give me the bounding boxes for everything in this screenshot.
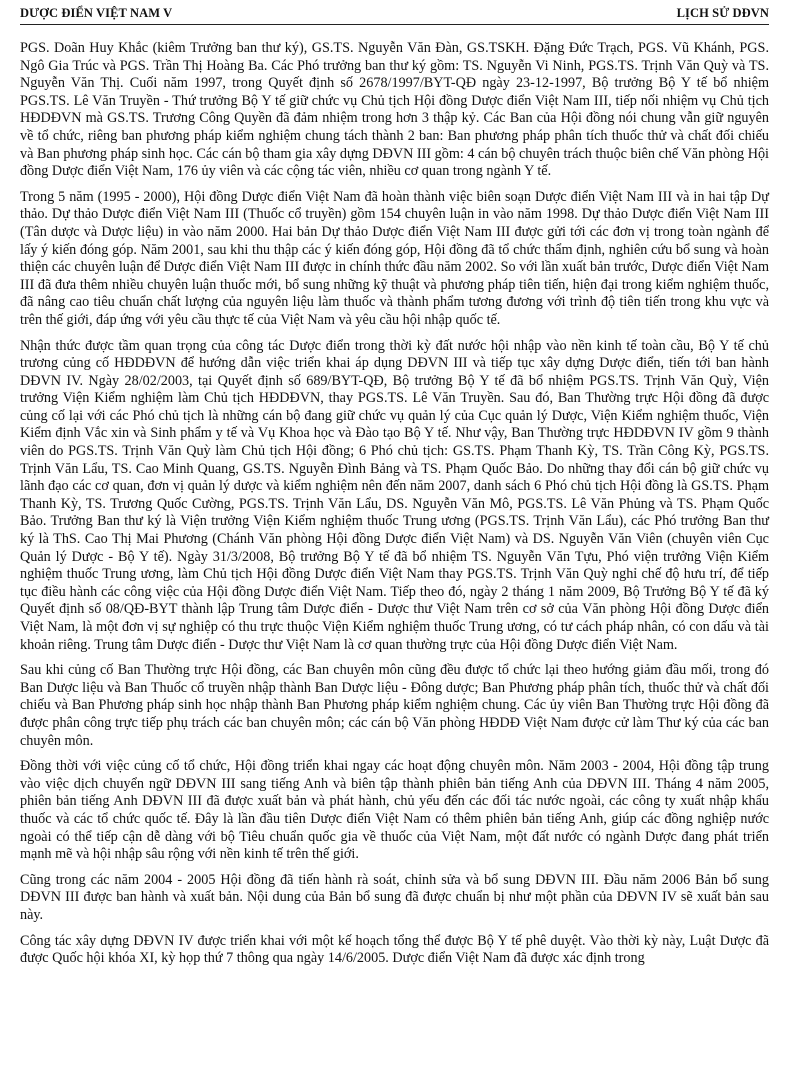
header-section-title: LỊCH SỬ DĐVN xyxy=(676,6,769,20)
paragraph: Cũng trong các năm 2004 - 2005 Hội đồng đã tiến hành rà soát, chỉnh sửa và bổ sung DĐVN III. Đầu năm 2006 Bản bổ sung DĐVN III được ban hành và xuất bản. Nội dung của Bản bổ sung đã được chuẩn bị như một phần của DĐVN IV sẽ xuất bản sau này. xyxy=(20,871,769,923)
paragraph: PGS. Doãn Huy Khắc (kiêm Trưởng ban thư ký), GS.TS. Nguyễn Văn Đàn, GS.TSKH. Đặng Đức Trạch, PGS. Vũ Khánh, PGS. Ngô Gia Trúc và PGS. Trần Thị Hoàng Ba. Các Phó trưởng ban thư ký gồm: TS. Nguyễn Vi Ninh, PGS.TS. Trịnh Văn Quỳ và TS. Nguyễn Văn Thị. Cuối năm 1997, trong Quyết định số 2678/1997/BYT-QĐ ngày 23-12-1997, Bộ trưởng Bộ Y tế bổ nhiệm PGS.TS. Lê Văn Truyền - Thứ trưởng Bộ Y tế giữ chức vụ Chủ tịch Hội đồng Dược điển Việt Nam III, tiếp nối nhiệm vụ Chủ tịch HĐDĐVN mà GS.TS. Trương Công Quyền đã đảm nhiệm trong hơn 3 thập kỷ. Các Ban của Hội đồng nói chung vẫn giữ nguyên về tổ chức, riêng ban phương pháp kiểm nghiệm chung tách thành 2 ban: Ban phương pháp phân tích thuốc thử và chất đối chiếu và Ban phương pháp sinh học. Các cán bộ tham gia xây dựng DĐVN III gồm: 4 cán bộ chuyên trách thuộc biên chế Văn phòng Hội đồng Dược điển Việt Nam, 176 ủy viên và các cộng tác viên, nhiều cơ quan trong ngành Y tế. xyxy=(20,40,769,180)
paragraph: Sau khi củng cố Ban Thường trực Hội đồng, các Ban chuyên môn cũng đều được tổ chức lại theo hướng giảm đầu mối, trong đó Ban Dược liệu và Ban Thuốc cổ truyền nhập thành Ban Dược liệu - Đông dược; Ban Phương pháp phân tích, thuốc thử và chất đối chiếu và Ban Phương pháp sinh học nhập thành Ban Phương pháp kiểm nghiệm chung. Các ủy viên Ban Thường trực Hội đồng đã được phân công trực tiếp phụ trách các ban chuyên môn; các cán bộ Văn phòng HĐDĐ Việt Nam được cử làm Thư ký của các ban chuyên môn. xyxy=(20,662,769,749)
paragraph: Công tác xây dựng DĐVN IV được triển khai với một kế hoạch tổng thể được Bộ Y tế phê duyệt. Vào thời kỳ này, Luật Dược đã được Quốc hội khóa XI, kỳ họp thứ 7 thông qua ngày 14/6/2005. Dược điển Việt Nam đã được xác định trong xyxy=(20,932,769,967)
running-header xyxy=(20,6,769,25)
document-body xyxy=(20,40,769,968)
paragraph: Đồng thời với việc củng cố tổ chức, Hội đồng triển khai ngay các hoạt động chuyên môn. Năm 2003 - 2004, Hội đồng tập trung vào việc dịch chuyển ngữ DĐVN III sang tiếng Anh và biên tập thành phiên bản tiếng Anh của DĐVN III. Tháng 4 năm 2005, phiên bản tiếng Anh DĐVN III đã được xuất bản và phát hành, chủ yếu đến các đối tác nước ngoài, các công ty xuất nhập khẩu thuốc và các tổ chức quốc tế. Đây là lần đầu tiên Dược điển Việt Nam có thêm phiên bản tiếng Anh, giúp các đồng nghiệp nước ngoài có thể tiếp cận dễ dàng với bộ Tiêu chuẩn quốc gia về thuốc của Việt Nam, một đất nước có ngành Dược đang phát triển mạnh mẽ và hội nhập sâu rộng với nền kinh tế trên thế giới. xyxy=(20,758,769,863)
paragraph: Nhận thức được tầm quan trọng của công tác Dược điển trong thời kỳ đất nước hội nhập vào nền kinh tế toàn cầu, Bộ Y tế chủ trương củng cố HĐDĐVN để hướng dẫn việc triển khai áp dụng DĐVN III và tiếp tục xây dựng Dược điển, tiến tới ban hành DĐVN IV. Ngày 28/02/2003, tại Quyết định số 689/BYT-QĐ, Bộ trưởng Bộ Y tế đã bổ nhiệm PGS.TS. Trịnh Văn Quỳ, Viện trưởng Viện Kiểm nghiệm làm Chủ tịch HĐDĐVN, thay PGS.TS. Lê Văn Truyền. Sau đó, Ban Thường trực Hội đồng đã được củng cố lại với các Phó chủ tịch là những cán bộ đang giữ chức vụ quản lý của Cục quản lý Dược, Viện Kiểm nghiệm thuốc, Viện Kiểm định Vắc xin và Sinh phẩm y tế và Vụ Khoa học và Đào tạo Bộ Y tế. Như vậy, Ban Thường trực HĐDĐVN IV gồm 9 thành viên do PGS.TS. Trịnh Văn Quỳ làm Chủ tịch Hội đồng; 6 Phó chủ tịch: GS.TS. Phạm Thanh Kỳ, TS. Trần Công Kỳ, PGS.TS. Trịnh Văn Lẩu, TS. Cao Minh Quang, GS.TS. Nguyễn Đình Bảng và TS. Phạm Quốc Bảo. Do những thay đổi cán bộ giữ chức vụ lãnh đạo các cơ quan, đơn vị quản lý dược và kiểm nghiệm nên đến năm 2007, danh sách 6 Phó chủ tịch Hội đồng là GS.TS. Phạm Thanh Kỳ, TS. Trương Quốc Cường, PGS.TS. Trịnh Văn Lẩu, DS. Nguyễn Văn Mô, PGS.TS. Lê Văn Phủng và TS. Phạm Quốc Bảo. Trưởng Ban thư ký là Viện trưởng Viện Kiểm nghiệm thuốc Trung ương (PGS.TS. Trịnh Văn Lẩu), các Phó trưởng Ban thư ký là ThS. Cao Thị Mai Phương (Chánh Văn phòng Hội đồng Dược điển Việt Nam) và DS. Nguyễn Văn Viên (chuyên viên Cục Quản lý Dược - Bộ Y tế). Ngày 31/3/2008, Bộ trưởng Bộ Y tế đã bổ nhiệm TS. Nguyễn Văn Tựu, Phó viện trưởng Viện Kiểm nghiệm thuốc Trung ương, làm Chủ tịch Hội đồng Dược điển Việt Nam thay PGS.TS. Trịnh Văn Quỳ nghỉ chế độ hưu trí, để tiếp tục điều hành các công việc của Hội đồng Dược điển Việt Nam. Tiếp theo đó, ngày 2 tháng 1 năm 2009, Bộ Trưởng Bộ Y tế đã ký Quyết định số 08/QĐ-BYT thành lập Trung tâm Dược điển - Dược thư Việt Nam trên cơ sở của Văn phòng Hội đồng Dược điển Việt Nam, là một đơn vị sự nghiệp có thu trực thuộc Viện Kiểm nghiệm thuốc Trung ương, có tư cách pháp nhân, có con dấu và tài khoản riêng. Trung tâm Dược điển - Dược thư Việt Nam là cơ quan thường trực của Hội đồng Dược điển Việt Nam. xyxy=(20,337,769,653)
header-book-title: DƯỢC ĐIỂN VIỆT NAM V xyxy=(20,6,173,20)
paragraph: Trong 5 năm (1995 - 2000), Hội đồng Dược điển Việt Nam đã hoàn thành việc biên soạn Dược điển Việt Nam III và in hai tập Dự thảo. Dự thảo Dược điển Việt Nam III (Thuốc cổ truyền) gồm 154 chuyên luận in vào năm 1998. Dự thảo Dược điển Việt Nam III (Tân dược và Dược liệu) in vào năm 2000. Hai bản Dự thảo Dược điển Việt Nam III được gửi tới các đơn vị trong toàn ngành để lấy ý kiến đóng góp. Năm 2001, sau khi thu thập các ý kiến đóng góp, Hội đồng đã tổ chức thẩm định, nghiên cứu bổ sung và hoàn thiện các chuyên luận để Dược điển Việt Nam III được in chính thức đầu năm 2002. So với lần xuất bản trước, Dược điển Việt Nam III đã đưa thêm nhiều chuyên luận thuốc mới, bổ sung những kỹ thuật và phương pháp tiên tiến, hiện đại trong kiểm nghiệm thuốc, đã nâng cao tiêu chuẩn chất lượng của nguyên liệu làm thuốc và thành phẩm tương đương với trình độ tiên tiến trong khu vực và trên thế giới, đáp ứng với yêu cầu thực tế của Việt Nam và yêu cầu hội nhập quốc tế. xyxy=(20,188,770,328)
